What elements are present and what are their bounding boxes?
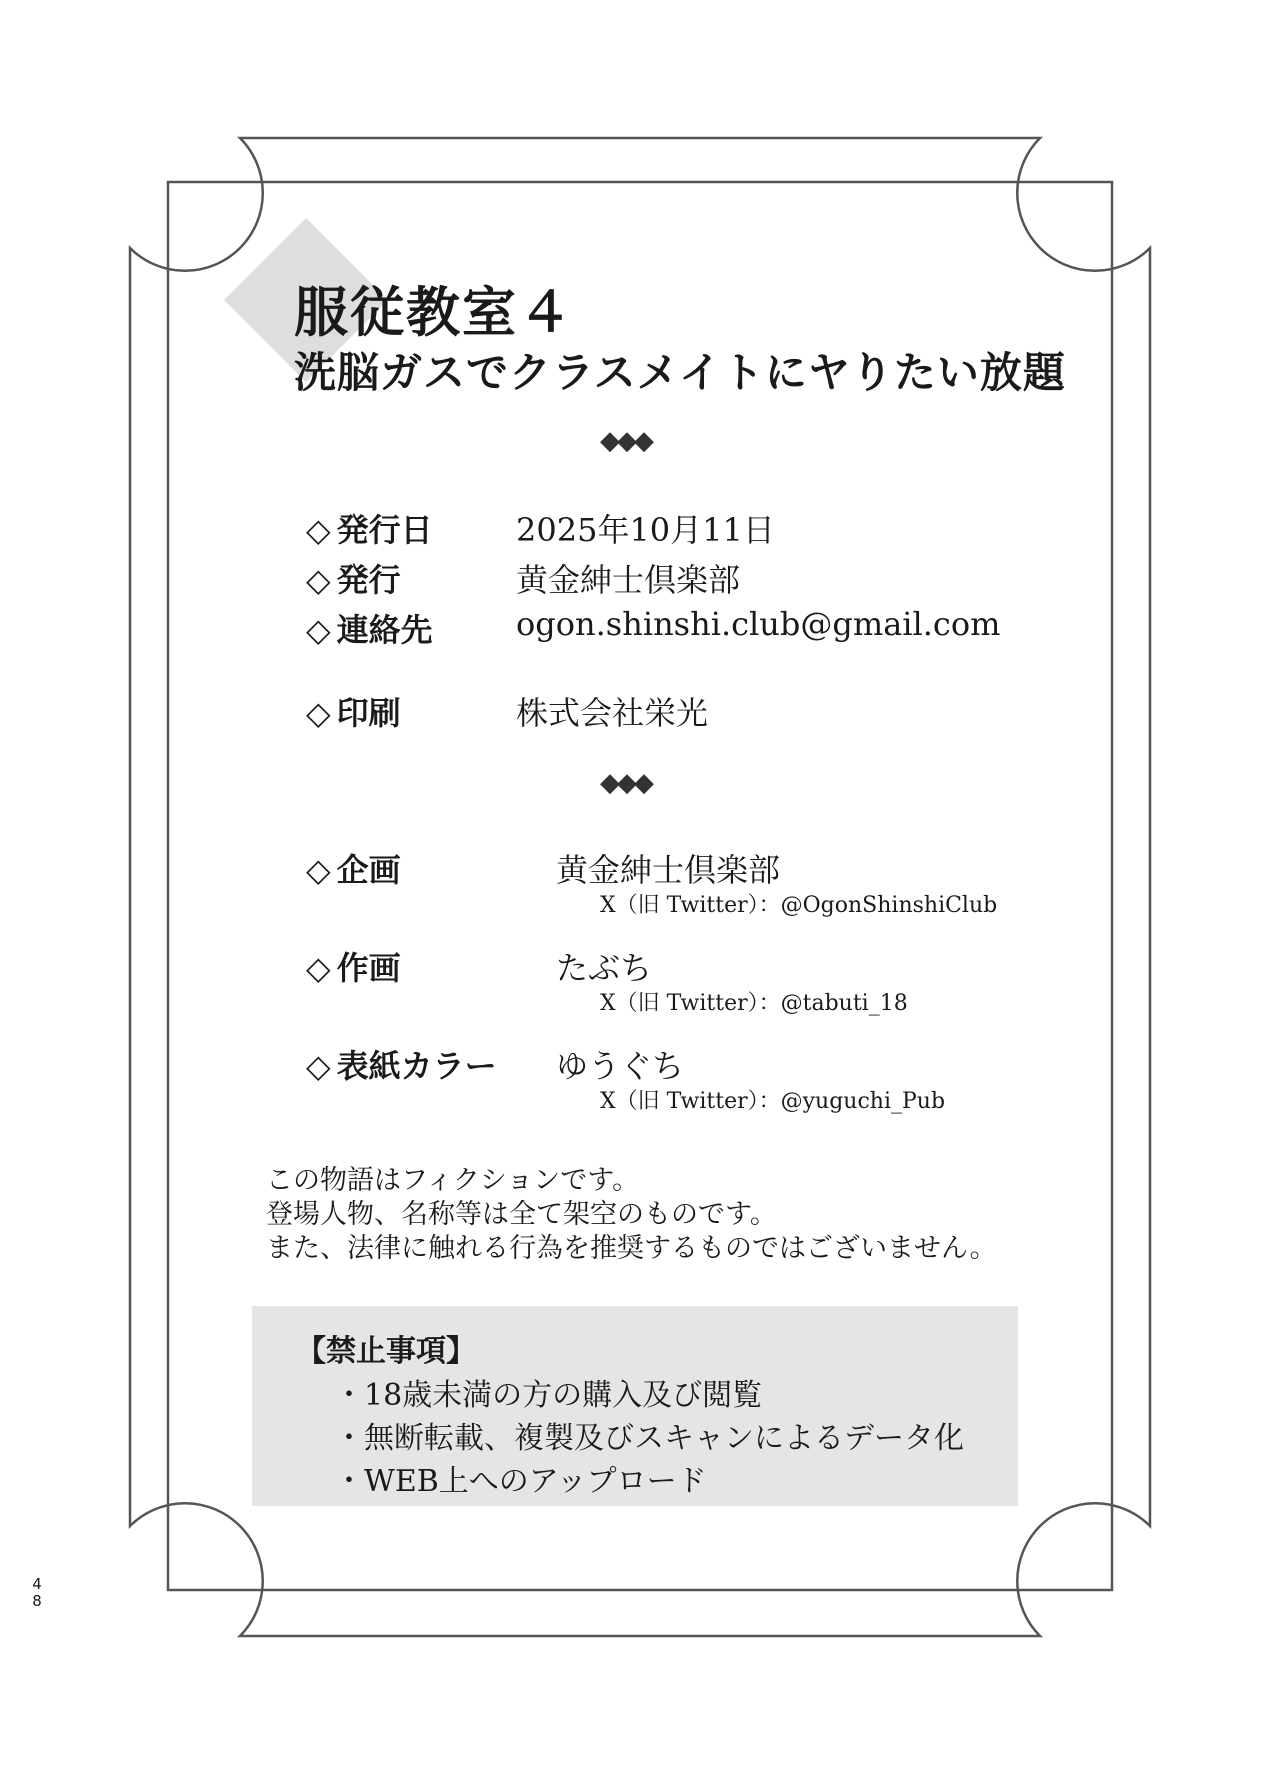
book-subtitle: 洗脳ガスでクラスメイトにヤりたい放題	[294, 348, 1066, 397]
credit-handle-cover-color: X（旧 Twitter）：@yuguchi_Pub	[600, 1089, 946, 1114]
prohibited-item: ・WEB上へのアップロード	[334, 1464, 707, 1499]
disclaimer-line: また、法律に触れる行為を推奨するものではございません。	[266, 1233, 997, 1264]
page-number-digit: 4	[32, 1575, 42, 1593]
credit-value-cover-color: ゆうぐち	[556, 1047, 685, 1085]
disclaimer-line: 登場人物、名称等は全て架空のものです。	[266, 1199, 777, 1230]
disclaimer-line: この物語はフィクションです。	[266, 1165, 640, 1196]
white-diamond-icon: ◇	[306, 1047, 331, 1085]
white-diamond-icon: ◇	[306, 611, 331, 649]
white-diamond-icon: ◇	[306, 851, 331, 889]
info-value-printer: 株式会社栄光	[516, 694, 709, 732]
info-label-contact: ◇ 連絡先	[306, 611, 433, 649]
book-title: 服従教室４	[294, 280, 574, 344]
credit-label-cover-color: ◇ 表紙カラー	[306, 1047, 497, 1085]
info-value-date: 2025年10月11日	[516, 511, 775, 549]
credit-value-art: たぶち	[556, 949, 653, 987]
credit-handle-art: X（旧 Twitter）：@tabuti_18	[600, 991, 908, 1016]
info-value-publisher: 黄金紳士倶楽部	[516, 561, 741, 599]
separator-middle: ◆◆◆	[600, 768, 651, 798]
credit-value-planning: 黄金紳士倶楽部	[556, 851, 781, 889]
white-diamond-icon: ◇	[306, 694, 331, 732]
white-diamond-icon: ◇	[306, 511, 331, 549]
info-label-date: ◇ 発行日	[306, 511, 433, 549]
info-label-printer: ◇ 印刷	[306, 694, 401, 732]
prohibited-item: ・18歳未満の方の購入及び閲覧	[334, 1378, 763, 1413]
page-number	[30, 1576, 44, 1610]
white-diamond-icon: ◇	[306, 949, 331, 987]
credit-label-planning: ◇ 企画	[306, 851, 401, 889]
credit-handle-planning: X（旧 Twitter）：@OgonShinshiClub	[600, 893, 998, 918]
info-label-publisher: ◇ 発行	[306, 561, 401, 599]
prohibited-title: 【禁止事項】	[296, 1334, 476, 1369]
white-diamond-icon: ◇	[306, 561, 331, 599]
page-number-digit: 8	[32, 1592, 42, 1610]
prohibited-item: ・無断転載、複製及びスキャンによるデータ化	[334, 1421, 964, 1456]
info-value-contact-email[interactable]: ogon.shinshi.club@gmail.com	[516, 605, 1001, 643]
credit-label-art: ◇ 作画	[306, 949, 401, 987]
separator-top: ◆◆◆	[600, 426, 651, 456]
disclaimer-text	[266, 1164, 997, 1266]
